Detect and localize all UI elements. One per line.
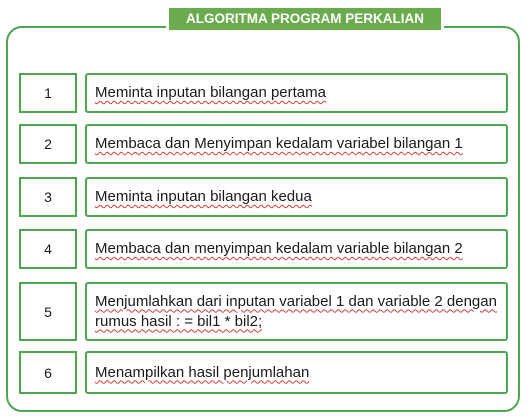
step-number-4: 4 [19,229,77,269]
step-box-1 [85,73,508,113]
step-number-3: 3 [19,177,77,217]
step-text-1: Meminta inputan bilangan pertama [95,84,326,101]
step-number-2: 2 [19,124,77,164]
step-text-4: Membaca dan menyimpan kedalam variable bilangan 2 [95,240,463,257]
step-text-6: Menampilkan hasil penjumlahan [95,363,310,381]
step-text-5: Menjumlahkan dari inputan variabel 1 dan variable 2 dengan rumus hasil : = bil1 * bil2; [95,292,497,330]
step-number-5: 5 [19,282,77,341]
step-text-2: Membaca dan Menyimpan kedalam variabel bilangan 1 [95,135,463,152]
step-number-6: 6 [19,351,77,394]
step-box-4 [85,229,508,269]
step-box-3 [85,177,508,217]
step-number-1: 1 [19,73,77,113]
title-banner [166,6,444,32]
step-box-2 [85,124,508,164]
step-box-5 [85,282,508,341]
step-box-6 [85,351,508,394]
step-text-3: Meminta inputan bilangan kedua [95,188,312,205]
diagram-title: ALGORITMA PROGRAM PERKALIAN [169,8,441,30]
